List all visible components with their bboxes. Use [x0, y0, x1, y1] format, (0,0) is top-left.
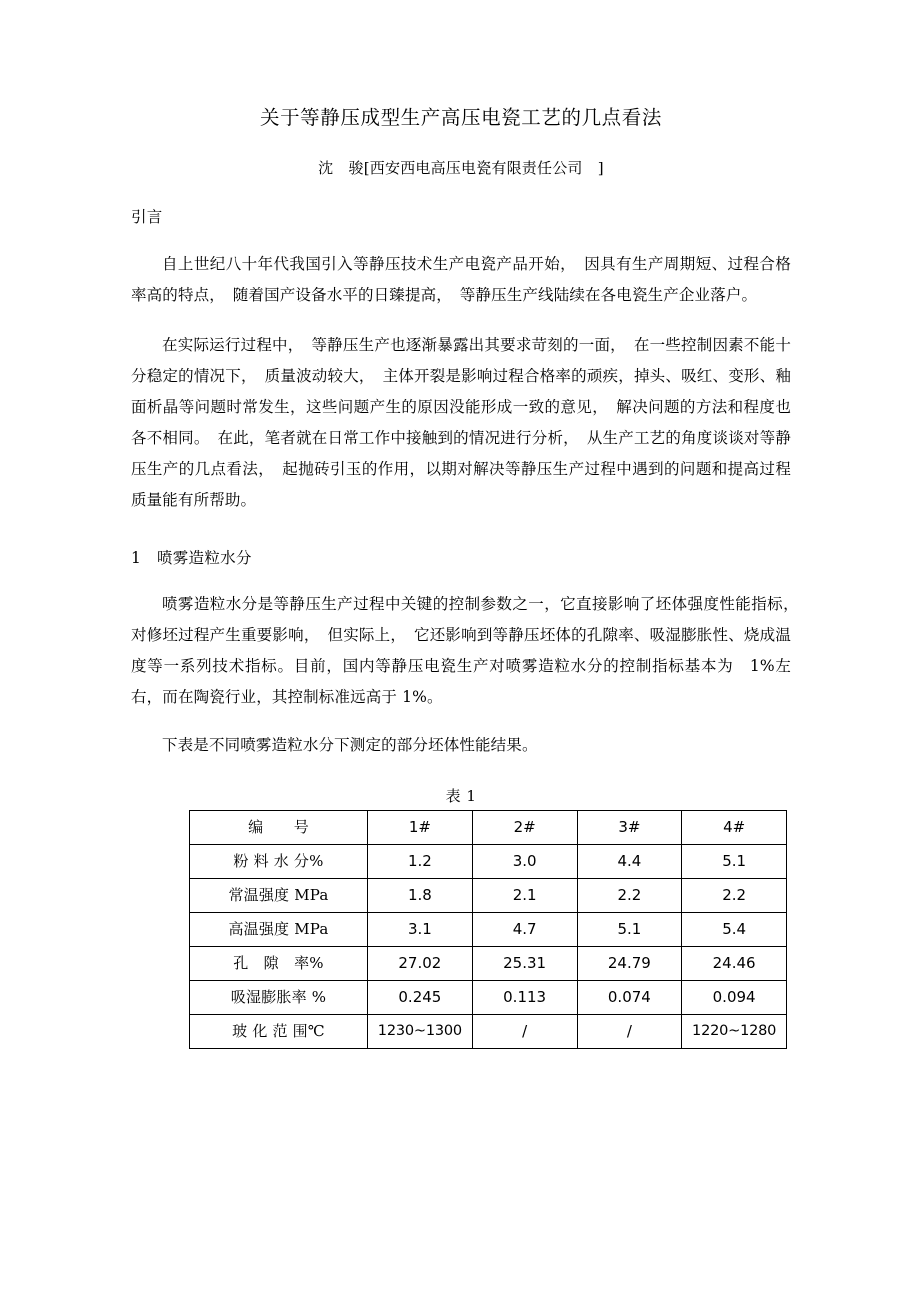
table-column-header-sample-3: 3#	[577, 810, 682, 844]
table-cell: 2.1	[472, 878, 577, 912]
table-row-label: 高温强度 MPa	[190, 912, 368, 946]
page-title: 关于等静压成型生产高压电瓷工艺的几点看法	[259, 106, 662, 129]
table-cell: 2.2	[577, 878, 682, 912]
table-cell: 24.46	[682, 946, 787, 980]
paragraph-3: 喷雾造粒水分是等静压生产过程中关键的控制参数之一，它直接影响了坯体强度性能指标， 对修坯过程产生重要影响， 但实际上， 它还影响到等静压坯体的孔隙率、吸湿膨胀性、烧成温度等一系列技术指标。目前，国内等静压电瓷生产对喷雾造粒水分的控制指标基本为 1%左右，而在陶瓷行业，其控制标准远高于 1%。	[131, 594, 807, 706]
table-cell: 4.7	[472, 912, 577, 946]
table-cell: 2.2	[682, 878, 787, 912]
table-cell: 0.113	[472, 980, 577, 1014]
table-column-header-sample-2: 2#	[472, 810, 577, 844]
table-cell: 0.245	[368, 980, 473, 1014]
table-row	[190, 844, 787, 878]
section-heading-1: 1 喷雾造粒水分	[131, 548, 252, 567]
table-row-label: 常温强度 MPa	[190, 878, 368, 912]
table-cell: 1220~1280	[682, 1014, 787, 1048]
table-column-header-sample-1: 1#	[368, 810, 473, 844]
table-row-label: 吸湿膨胀率 %	[190, 980, 368, 1014]
table-cell: 5.1	[682, 844, 787, 878]
table-cell: 0.074	[577, 980, 682, 1014]
table-row	[190, 980, 787, 1014]
table-cell: /	[472, 1014, 577, 1048]
table-cell: 1.2	[368, 844, 473, 878]
table-row-label: 孔 隙 率%	[190, 946, 368, 980]
section-heading-introduction: 引言	[131, 208, 163, 227]
table-header-row	[190, 810, 787, 844]
table-cell: 0.094	[682, 980, 787, 1014]
table-container	[189, 810, 777, 1049]
paragraph-2: 在实际运行过程中， 等静压生产也逐渐暴露出其要求苛刻的一面， 在一些控制因素不能十分稳定的情况下， 质量波动较大， 主体开裂是影响过程合格率的顽疾，掉头、吸红、变形、釉面析晶等问题时常发生，这些问题产生的原因没能形成一致的意见， 解决问题的方法和程度也各不相同。 在此，笔者就在日常工作中接触到的情况进行分析， 从生产工艺的角度谈谈对等静压生产的几点看法， 起抛砖引玉的作用，以期对解决等静压生产过程中遇到的问题和提高过程质量能有所帮助。	[131, 335, 791, 509]
table-column-header-sample-4: 4#	[682, 810, 787, 844]
table-cell: 1230~1300	[368, 1014, 473, 1048]
table-row	[190, 946, 787, 980]
table-caption: 表 1	[445, 786, 477, 805]
table-cell: 5.4	[682, 912, 787, 946]
table-cell: 5.1	[577, 912, 682, 946]
author-affiliation-byline: 沈 骏[西安西电高压电瓷有限责任公司 ]	[318, 159, 604, 178]
table-body	[190, 810, 787, 1048]
paragraph-1: 自上世纪八十年代我国引入等静压技术生产电瓷产品开始， 因具有生产周期短、过程合格率高的特点， 随着国产设备水平的日臻提高， 等静压生产线陆续在各电瓷生产企业落户。	[131, 254, 791, 304]
table-cell: 24.79	[577, 946, 682, 980]
document-content	[131, 0, 807, 1049]
table-cell: /	[577, 1014, 682, 1048]
paragraph-4: 下表是不同喷雾造粒水分下测定的部分坯体性能结果。	[162, 735, 538, 754]
table-cell: 25.31	[472, 946, 577, 980]
table-cell: 3.0	[472, 844, 577, 878]
table-cell: 4.4	[577, 844, 682, 878]
table-row	[190, 912, 787, 946]
table-cell: 27.02	[368, 946, 473, 980]
table-row	[190, 1014, 787, 1048]
table-column-header-id: 编 号	[190, 810, 368, 844]
table-cell: 1.8	[368, 878, 473, 912]
table-cell: 3.1	[368, 912, 473, 946]
blank-body-performance-table	[189, 810, 787, 1049]
table-row-label: 玻 化 范 围℃	[190, 1014, 368, 1048]
table-row	[190, 878, 787, 912]
table-row-label: 粉 料 水 分%	[190, 844, 368, 878]
